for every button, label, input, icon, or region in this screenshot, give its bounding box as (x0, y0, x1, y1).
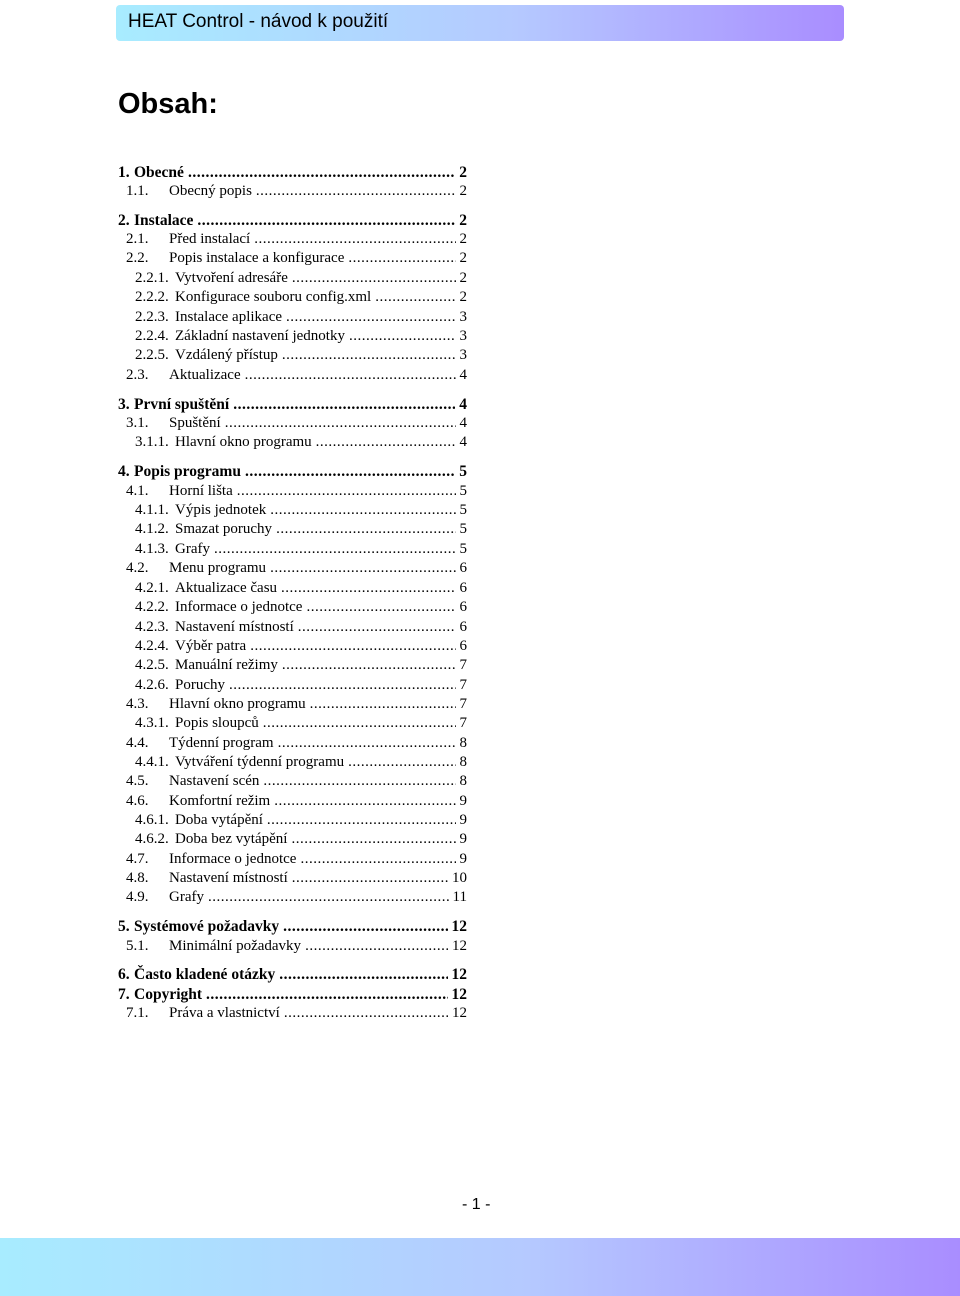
toc-entry[interactable] (135, 540, 467, 559)
toc-entry-number: 2.2.1. (135, 270, 169, 286)
toc-leader-dots (292, 869, 448, 888)
toc-entry[interactable] (118, 985, 467, 1004)
toc-entry-number: 4.6. (126, 793, 149, 809)
toc-leader-dots (237, 482, 456, 501)
toc-entry[interactable] (126, 888, 467, 907)
toc-entry-page: 7 (459, 677, 467, 693)
toc-entry-page: 5 (459, 541, 467, 557)
toc-entry-page: 12 (451, 966, 467, 983)
toc-entry-number: 4.4.1. (135, 754, 169, 770)
toc-entry[interactable] (135, 676, 467, 695)
toc-entry[interactable] (135, 656, 467, 675)
toc-entry-label: Popis instalace a konfigurace (169, 250, 345, 266)
toc-entry-label: Grafy (175, 541, 210, 557)
toc-entry-page: 2 (459, 183, 467, 199)
toc-entry-number: 1.1. (126, 183, 149, 199)
toc-entry-label: Výběr patra (175, 638, 247, 654)
toc-entry-page: 12 (452, 938, 467, 954)
toc-entry-number: 4.2.2. (135, 599, 169, 615)
toc-leader-dots (254, 230, 455, 249)
toc-entry-label: Nastavení místností (175, 619, 294, 635)
toc-entry-label: Vzdálený přístup (175, 347, 278, 363)
toc-entry-page: 9 (459, 812, 467, 828)
toc-leader-dots (291, 830, 455, 849)
toc-entry-page: 5 (459, 483, 467, 499)
toc-entry-number: 4. (118, 463, 130, 480)
toc-leader-dots (281, 579, 455, 598)
toc-entry[interactable] (118, 917, 467, 936)
toc-entry-label: Popis programu (134, 463, 241, 480)
toc-entry-number: 4.2.1. (135, 580, 169, 596)
toc-entry-label: Informace o jednotce (169, 851, 297, 867)
toc-entry[interactable] (135, 598, 467, 617)
toc-entry[interactable] (135, 830, 467, 849)
toc-entry-page: 2 (459, 212, 467, 229)
toc-entry-page: 9 (459, 831, 467, 847)
toc-entry-page: 6 (459, 599, 467, 615)
toc-entry-number: 4.8. (126, 870, 149, 886)
toc-entry[interactable] (126, 182, 467, 201)
toc-entry-number: 4.6.1. (135, 812, 169, 828)
toc-entry-number: 3.1.1. (135, 434, 169, 450)
toc-entry-label: Vytváření týdenní programu (175, 754, 345, 770)
toc-leader-dots (197, 211, 455, 230)
toc-entry-label: Obecné (134, 164, 184, 181)
toc-leader-dots (276, 520, 455, 539)
toc-entry-label: Minimální požadavky (169, 938, 302, 954)
toc-leader-dots (206, 985, 447, 1004)
toc-leader-dots (349, 327, 456, 346)
toc-entry[interactable] (135, 579, 467, 598)
toc-leader-dots (300, 850, 455, 869)
toc-entry-number: 4.2. (126, 560, 149, 576)
toc-leader-dots (348, 249, 455, 268)
toc-entry-number: 5. (118, 918, 130, 935)
toc-entry[interactable] (135, 288, 467, 307)
toc-entry-label: Konfigurace souboru config.xml (175, 289, 372, 305)
toc-leader-dots (214, 540, 456, 559)
toc-entry-label: Hlavní okno programu (169, 696, 306, 712)
toc-entry-label: Základní nastavení jednotky (175, 328, 345, 344)
toc-leader-dots (225, 414, 456, 433)
toc-leader-dots (208, 888, 449, 907)
toc-entry-label: Grafy (169, 889, 204, 905)
toc-leader-dots (233, 395, 455, 414)
toc-leader-dots (263, 714, 456, 733)
toc-leader-dots (250, 637, 455, 656)
toc-entry-label: Vytvoření adresáře (175, 270, 288, 286)
toc-entry-number: 4.2.5. (135, 657, 169, 673)
toc-entry-label: Spuštění (169, 415, 221, 431)
toc-entry-page: 3 (459, 347, 467, 363)
toc-entry-page: 7 (459, 657, 467, 673)
toc-entry-label: Nastavení scén (169, 773, 260, 789)
toc-entry[interactable] (126, 482, 467, 501)
toc-entry[interactable] (135, 753, 467, 772)
toc-entry-label: Instalace (134, 212, 194, 229)
toc-leader-dots (305, 937, 448, 956)
toc-entry-number: 2.3. (126, 367, 149, 383)
toc-leader-dots (278, 734, 456, 753)
toc-entry-page: 2 (459, 164, 467, 181)
toc-entry-page: 6 (459, 580, 467, 596)
toc-leader-dots (263, 772, 455, 791)
toc-entry-page: 3 (459, 328, 467, 344)
toc-entry-label: První spuštění (134, 396, 230, 413)
toc-entry-page: 9 (459, 793, 467, 809)
toc-entry-number: 4.5. (126, 773, 149, 789)
toc-entry[interactable] (135, 811, 467, 830)
toc-entry-label: Popis sloupců (175, 715, 259, 731)
toc-entry-page: 7 (459, 715, 467, 731)
toc-entry-page: 3 (459, 309, 467, 325)
toc-entry-number: 4.3. (126, 696, 149, 712)
toc-entry-number: 4.1.1. (135, 502, 169, 518)
toc-entry-page: 12 (452, 1005, 467, 1021)
toc-entry[interactable] (126, 249, 467, 268)
toc-entry-page: 12 (451, 986, 467, 1003)
toc-entry-number: 4.2.3. (135, 619, 169, 635)
toc-leader-dots (284, 1004, 448, 1023)
toc-entry-number: 4.1.2. (135, 521, 169, 537)
toc-leader-dots (306, 598, 455, 617)
toc-entry-number: 4.2.4. (135, 638, 169, 654)
toc-entry-label: Informace o jednotce (175, 599, 303, 615)
toc-entry-label: Manuální režimy (175, 657, 278, 673)
toc-leader-dots (375, 288, 455, 307)
toc-entry[interactable] (118, 395, 467, 414)
toc-entry-label: Obecný popis (169, 183, 252, 199)
toc-leader-dots (279, 965, 447, 984)
toc-entry-page: 7 (459, 696, 467, 712)
toc-entry-number: 7.1. (126, 1005, 149, 1021)
toc-leader-dots (270, 559, 455, 578)
toc-entry-label: Aktualizace (169, 367, 241, 383)
toc-entry-number: 1. (118, 164, 130, 181)
toc-entry[interactable] (135, 501, 467, 520)
toc-entry[interactable] (126, 414, 467, 433)
toc-entry-page: 2 (459, 289, 467, 305)
toc-entry[interactable] (126, 1004, 467, 1023)
page-number: - 1 - (462, 1196, 491, 1213)
toc-entry-page: 6 (459, 560, 467, 576)
toc-entry-label: Práva a vlastnictví (169, 1005, 280, 1021)
toc-entry-number: 2.2.2. (135, 289, 169, 305)
toc-entry-page: 12 (451, 918, 467, 935)
toc-entry-label: Copyright (134, 986, 203, 1003)
toc-entry-label: Poruchy (175, 677, 225, 693)
toc-leader-dots (286, 308, 455, 327)
toc-entry-number: 2.1. (126, 231, 149, 247)
toc-entry-page: 2 (459, 270, 467, 286)
toc-entry-number: 7. (118, 986, 130, 1003)
toc-entry-number: 2.2.5. (135, 347, 169, 363)
toc-entry-number: 2. (118, 212, 130, 229)
toc-entry[interactable] (126, 937, 467, 956)
toc-entry-page: 5 (459, 521, 467, 537)
document-title: HEAT Control - návod k použití (128, 11, 389, 32)
toc-entry[interactable] (135, 618, 467, 637)
toc-entry-number: 4.1.3. (135, 541, 169, 557)
toc-entry-number: 4.4. (126, 735, 149, 751)
toc-entry[interactable] (118, 462, 467, 481)
toc-leader-dots (270, 501, 455, 520)
toc-entry-label: Hlavní okno programu (175, 434, 312, 450)
toc-entry-label: Často kladené otázky (134, 966, 276, 983)
toc-entry-page: 4 (459, 396, 467, 413)
toc-entry[interactable] (126, 772, 467, 791)
toc-leader-dots (298, 618, 456, 637)
toc-entry-label: Systémové požadavky (134, 918, 280, 935)
footer-bar (0, 1238, 960, 1296)
toc-entry-page: 2 (459, 250, 467, 266)
toc-entry-number: 3. (118, 396, 130, 413)
toc-entry-label: Menu programu (169, 560, 267, 576)
toc-entry-page: 9 (459, 851, 467, 867)
toc-entry-label: Výpis jednotek (175, 502, 267, 518)
toc-entry-page: 6 (459, 638, 467, 654)
toc-entry-label: Nastavení místností (169, 870, 288, 886)
toc-leader-dots (188, 163, 455, 182)
toc-leader-dots (283, 917, 447, 936)
toc-entry[interactable] (135, 520, 467, 539)
toc-leader-dots (282, 346, 456, 365)
toc-leader-dots (267, 811, 456, 830)
toc-leader-dots (292, 269, 456, 288)
toc-entry-label: Doba vytápění (175, 812, 263, 828)
toc-entry[interactable] (135, 327, 467, 346)
toc-entry[interactable] (126, 734, 467, 753)
toc-entry-page: 4 (459, 434, 467, 450)
toc-entry-label: Horní lišta (169, 483, 233, 499)
toc-entry-page: 8 (459, 754, 467, 770)
toc-entry[interactable] (126, 869, 467, 888)
toc-leader-dots (229, 676, 456, 695)
toc-entry[interactable] (118, 965, 467, 984)
toc-entry-page: 8 (459, 773, 467, 789)
toc-entry-number: 4.2.6. (135, 677, 169, 693)
toc-entry-label: Komfortní režim (169, 793, 271, 809)
toc-entry-label: Smazat poruchy (175, 521, 273, 537)
toc-entry[interactable] (135, 433, 467, 452)
toc-entry-page: 4 (459, 367, 467, 383)
toc-entry-number: 2.2.4. (135, 328, 169, 344)
toc-entry[interactable] (126, 230, 467, 249)
toc-entry[interactable] (135, 346, 467, 365)
toc-entry[interactable] (135, 714, 467, 733)
toc-entry-page: 5 (459, 502, 467, 518)
toc-entry[interactable] (126, 695, 467, 714)
toc-entry[interactable] (126, 792, 467, 811)
toc-leader-dots (245, 462, 455, 481)
toc-entry-page: 4 (459, 415, 467, 431)
toc-entry[interactable] (135, 269, 467, 288)
toc-entry[interactable] (118, 211, 467, 230)
toc-entry-number: 2.2. (126, 250, 149, 266)
toc-entry-page: 2 (459, 231, 467, 247)
toc-entry-number: 2.2.3. (135, 309, 169, 325)
toc-entry-number: 6. (118, 966, 130, 983)
toc-leader-dots (316, 433, 456, 452)
toc-entry-number: 3.1. (126, 415, 149, 431)
toc-entry-number: 5.1. (126, 938, 149, 954)
toc-entry[interactable] (118, 163, 467, 182)
toc-entry-label: Před instalací (169, 231, 251, 247)
toc-entry-label: Aktualizace času (175, 580, 278, 596)
toc-entry-number: 4.6.2. (135, 831, 169, 847)
toc-entry-label: Doba bez vytápění (175, 831, 288, 847)
toc-leader-dots (310, 695, 456, 714)
toc-leader-dots (274, 792, 455, 811)
toc-entry-page: 10 (452, 870, 467, 886)
toc-leader-dots (256, 182, 456, 201)
toc-entry-number: 4.3.1. (135, 715, 169, 731)
toc-entry-number: 4.9. (126, 889, 149, 905)
toc-leader-dots (245, 366, 456, 385)
toc-entry-number: 4.7. (126, 851, 149, 867)
toc-entry-page: 5 (459, 463, 467, 480)
toc-leader-dots (348, 753, 455, 772)
toc-heading: Obsah: (118, 88, 218, 120)
toc-entry[interactable] (135, 308, 467, 327)
toc-entry-page: 6 (459, 619, 467, 635)
toc-entry-page: 11 (452, 889, 467, 905)
toc-entry-label: Instalace aplikace (175, 309, 283, 325)
toc-leader-dots (282, 656, 456, 675)
toc-entry[interactable] (126, 366, 467, 385)
toc-entry[interactable] (126, 850, 467, 869)
toc-entry-label: Týdenní program (169, 735, 274, 751)
toc-entry[interactable] (126, 559, 467, 578)
toc-entry-number: 4.1. (126, 483, 149, 499)
toc-entry-page: 8 (459, 735, 467, 751)
toc-entry[interactable] (135, 637, 467, 656)
